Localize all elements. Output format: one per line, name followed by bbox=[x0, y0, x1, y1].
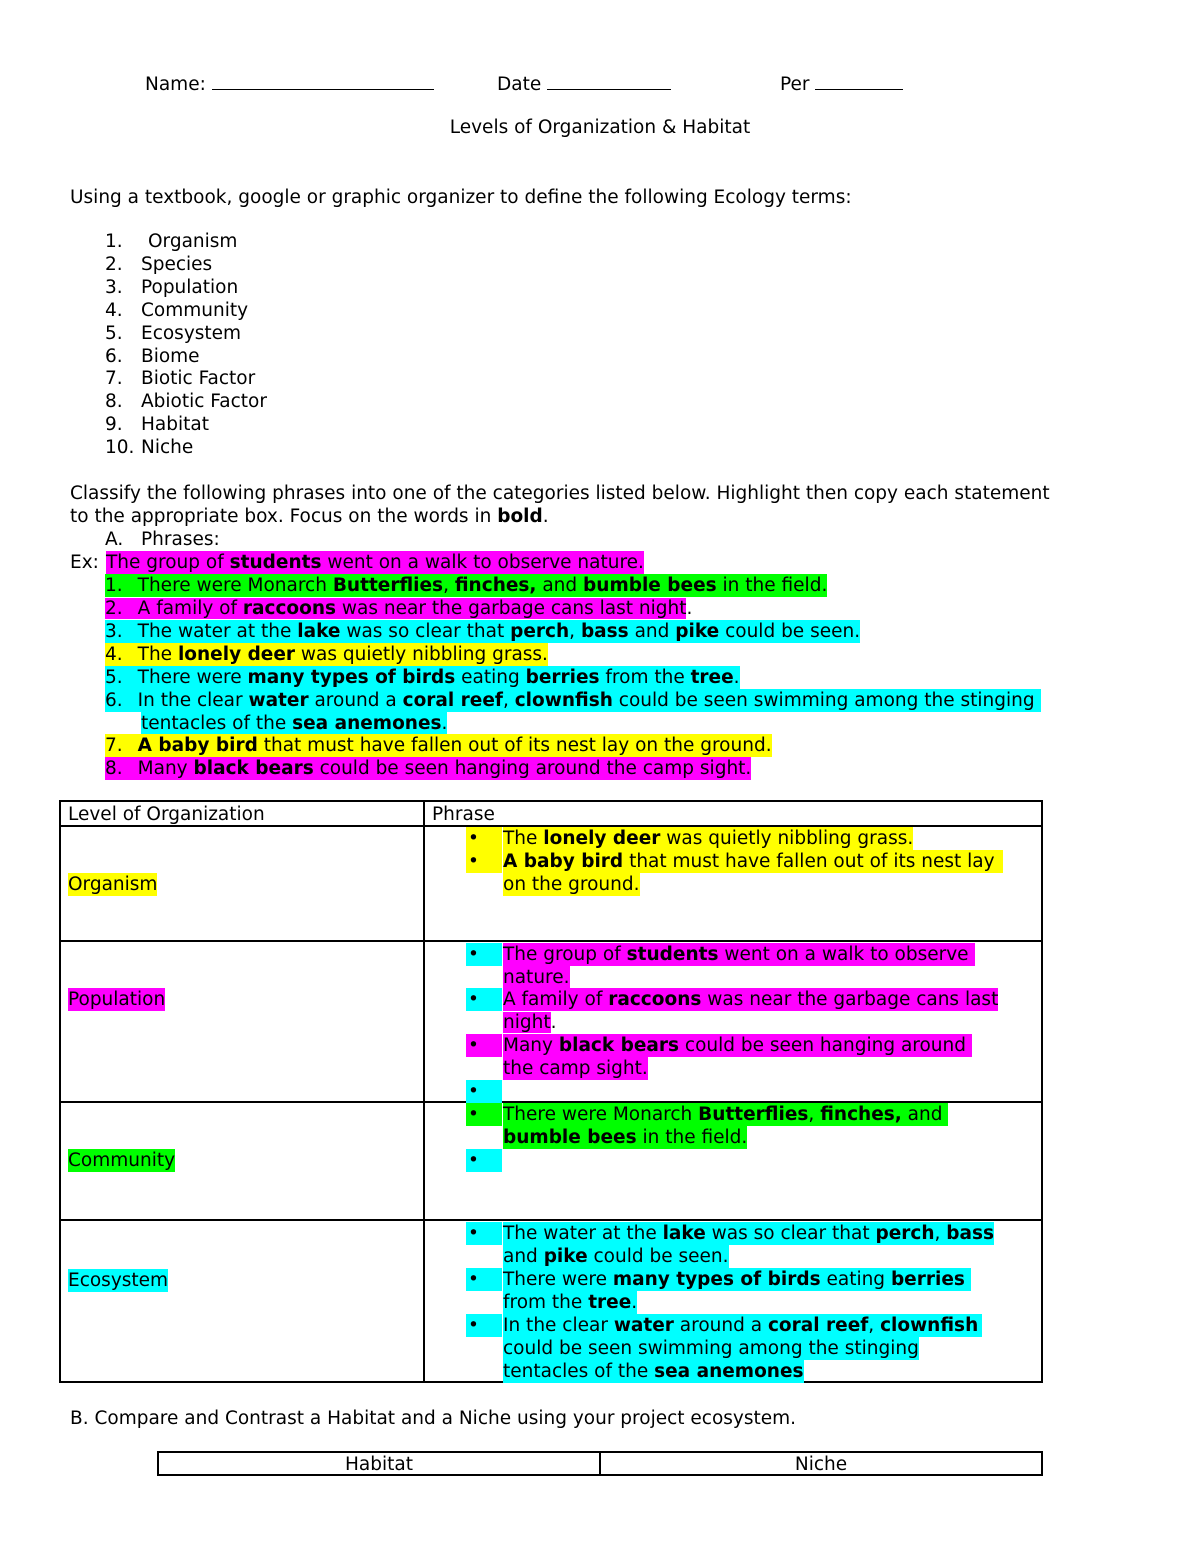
cell-bullet-item-cont: the camp sight. bbox=[503, 1058, 648, 1079]
page-title: Levels of Organization & Habitat bbox=[449, 117, 751, 138]
classify-line-2: to the appropriate box. Focus on the words in bold. bbox=[70, 506, 549, 527]
term-num: 7. bbox=[105, 368, 123, 389]
term-num: 8. bbox=[105, 391, 123, 412]
table-border bbox=[59, 1219, 1043, 1221]
term-num: 9. bbox=[105, 414, 123, 435]
table-border bbox=[59, 940, 1043, 942]
per-blank[interactable] bbox=[815, 71, 903, 90]
term-num: 1. bbox=[105, 231, 123, 252]
cell-bullet-item: The group of students went on a walk to observe bbox=[503, 943, 975, 966]
cell-bullet-item-cont: and pike could be seen. bbox=[503, 1246, 729, 1267]
bullet: • bbox=[466, 1268, 502, 1291]
instructions: Using a textbook, google or graphic organizer to define the following Ecology terms: bbox=[70, 187, 852, 208]
term-num: 3. bbox=[105, 277, 123, 298]
example-phrase: The group of students went on a walk to observe nature. bbox=[106, 552, 644, 573]
phrase-item-3: 3. The water at the lake was so clear that perch, bass and pike could be seen. bbox=[105, 621, 861, 642]
cell-bullet-item-cont: bumble bees in the field. bbox=[503, 1127, 748, 1148]
term-num: 5. bbox=[105, 323, 123, 344]
cell-bullet-item: In the clear water around a coral reef, clownfish bbox=[503, 1314, 982, 1337]
table-border bbox=[423, 800, 425, 1383]
term-item: Abiotic Factor bbox=[141, 391, 267, 412]
term-item: Biotic Factor bbox=[141, 368, 256, 389]
table-header-phrase: Phrase bbox=[432, 804, 495, 825]
term-item: Habitat bbox=[141, 414, 209, 435]
table-border bbox=[1041, 1451, 1043, 1476]
name-label: Name: bbox=[145, 71, 434, 96]
phrase-item-2: 2. A family of raccoons was near the garbage cans last night. bbox=[105, 598, 693, 619]
niche-header: Niche bbox=[794, 1454, 848, 1475]
phrase-item-5: 5. There were many types of birds eating berries from the tree. bbox=[105, 667, 740, 688]
bullet: • bbox=[466, 827, 502, 850]
cell-bullet-item: Many black bears could be seen hanging around bbox=[503, 1034, 972, 1057]
cell-bullet-item: The water at the lake was so clear that perch, bass bbox=[503, 1223, 995, 1244]
classify-line-1: Classify the following phrases into one of the categories listed below. Highlight then copy each statement bbox=[70, 483, 1050, 504]
term-item: Ecosystem bbox=[141, 323, 242, 344]
bullet: • bbox=[466, 1149, 502, 1172]
term-num: 10. bbox=[105, 437, 135, 458]
phrases-heading: Phrases: bbox=[141, 529, 220, 550]
table-border bbox=[1041, 800, 1043, 1383]
term-item: Niche bbox=[141, 437, 194, 458]
term-item: Biome bbox=[141, 346, 200, 367]
bullet: • bbox=[466, 988, 502, 1011]
phrase-item-7: 7. A baby bird that must have fallen out of its nest lay on the ground. bbox=[105, 735, 772, 756]
level-population: Population bbox=[68, 989, 166, 1010]
term-item: Organism bbox=[148, 231, 238, 252]
phrase-item-6: 6. In the clear water around a coral reef, clownfish could be seen swimming among the stinging bbox=[105, 689, 1041, 712]
cell-bullet-item-cont: could be seen swimming among the stinging bbox=[503, 1338, 919, 1359]
bullet: • bbox=[466, 1034, 502, 1057]
level-organism: Organism bbox=[68, 874, 158, 895]
habitat-header: Habitat bbox=[345, 1454, 413, 1475]
phrase-item-8: 8. Many black bears could be seen hanging around the camp sight. bbox=[105, 758, 752, 779]
term-item: Population bbox=[141, 277, 239, 298]
date-label: Date bbox=[497, 71, 671, 96]
phrase-item-6-cont: tentacles of the sea anemones. bbox=[141, 713, 448, 734]
cell-bullet-item-cont: on the ground. bbox=[503, 874, 640, 895]
cell-bullet-item-cont: nature. bbox=[503, 967, 570, 988]
term-num: 4. bbox=[105, 300, 123, 321]
table-header-level: Level of Organization bbox=[68, 804, 265, 825]
bullet: • bbox=[466, 1222, 502, 1245]
bullet: • bbox=[466, 1314, 502, 1337]
bullet: • bbox=[466, 943, 502, 966]
bullet: • bbox=[466, 850, 502, 873]
cell-bullet-item-cont: from the tree. bbox=[503, 1292, 638, 1313]
term-num: 2. bbox=[105, 254, 123, 275]
cell-bullet-item-cont: night. bbox=[503, 1012, 557, 1033]
cell-bullet-item-cont: tentacles of the sea anemones bbox=[503, 1361, 804, 1382]
phrase-item-1: 1. There were Monarch Butterflies, finches, and bumble bees in the field. bbox=[105, 575, 828, 596]
bullet: • bbox=[466, 1080, 502, 1103]
section-b-prompt: B. Compare and Contrast a Habitat and a Niche using your project ecosystem. bbox=[70, 1408, 797, 1429]
level-ecosystem: Ecosystem bbox=[68, 1270, 169, 1291]
phrases-letter: A. bbox=[105, 529, 124, 550]
term-num: 6. bbox=[105, 346, 123, 367]
example-label: Ex: bbox=[70, 552, 99, 573]
table-border bbox=[59, 800, 1043, 802]
cell-bullet-item: There were many types of birds eating berries bbox=[503, 1268, 971, 1291]
cell-bullet-item: There were Monarch Butterflies, finches, and bbox=[503, 1103, 948, 1126]
cell-bullet-item: The lonely deer was quietly nibbling grass. bbox=[503, 828, 914, 849]
term-item: Species bbox=[141, 254, 213, 275]
table-border bbox=[59, 800, 61, 1383]
level-community: Community bbox=[68, 1150, 176, 1171]
term-item: Community bbox=[141, 300, 249, 321]
phrase-item-4: 4. The lonely deer was quietly nibbling grass. bbox=[105, 644, 548, 665]
name-blank[interactable] bbox=[212, 71, 434, 90]
cell-bullet-item: A baby bird that must have fallen out of its nest lay bbox=[503, 850, 1003, 873]
date-blank[interactable] bbox=[547, 71, 671, 90]
per-label: Per bbox=[780, 71, 903, 96]
cell-bullet-item: A family of raccoons was near the garbage cans last bbox=[503, 989, 999, 1010]
bullet: • bbox=[466, 1103, 502, 1126]
